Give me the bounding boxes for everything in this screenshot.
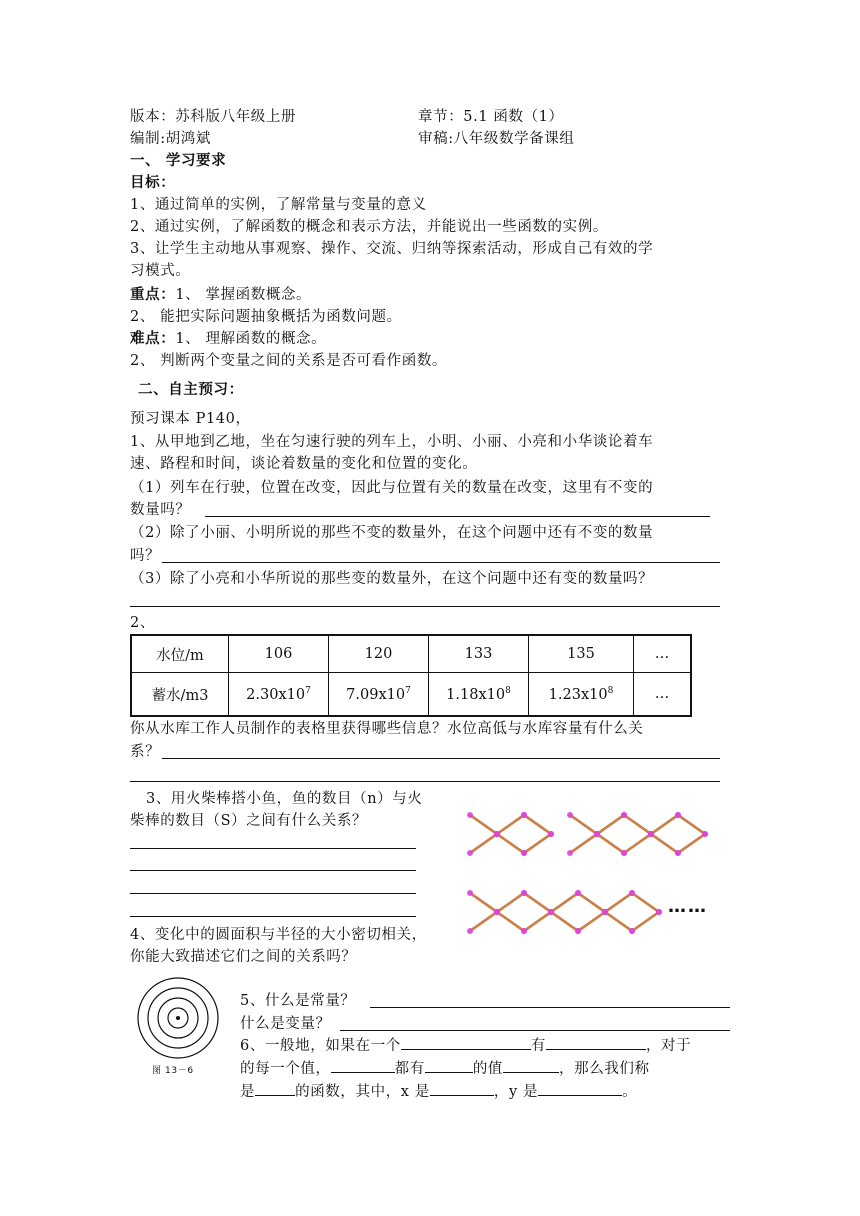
q6-line-b <box>240 1058 650 1080</box>
q3-line-b: 柴棒的数目（S）之间有什么关系？ <box>130 813 368 829</box>
table-cell: 135 <box>529 635 634 673</box>
match-head <box>567 812 573 818</box>
matchstick <box>497 815 524 834</box>
matchstick <box>578 893 605 912</box>
q5-line-b: 什么是变量？ <box>240 1016 331 1032</box>
key-label: 重点： <box>130 287 176 303</box>
match-head <box>467 890 473 896</box>
q6-line-c <box>240 1081 637 1103</box>
match-head <box>621 812 627 818</box>
version-label: 版本：苏科版八年级上册 <box>130 109 297 125</box>
matchstick <box>632 912 659 931</box>
q6-line-a <box>240 1035 691 1057</box>
table-cell: 120 <box>329 635 429 673</box>
matchstick <box>470 834 497 853</box>
difficulty-2: 2、 判断两个变量之间的关系是否可看作函数。 <box>130 353 448 369</box>
blank-field[interactable] <box>401 1035 531 1050</box>
reviewer-label: 审稿:八年级数学备课组 <box>418 131 575 147</box>
blank-field[interactable] <box>546 1035 646 1050</box>
match-head <box>467 850 473 856</box>
q1-line-a: 1、从甲地到乙地，坐在匀速行驶的列车上，小明、小丽、小亮和小华谈论着车 <box>130 434 654 450</box>
q6-text: 的函数，其中，x 是 <box>295 1084 430 1100</box>
matchstick <box>578 912 605 931</box>
answer-line[interactable] <box>130 606 720 607</box>
matchstick <box>632 893 659 912</box>
water-table <box>130 634 692 717</box>
q6-text: 的值 <box>472 1061 504 1077</box>
match-head <box>548 909 554 915</box>
match-head <box>567 850 573 856</box>
table-cell <box>429 673 529 717</box>
matchstick <box>470 912 497 931</box>
q1-1-line-b: 数量吗？ <box>130 502 191 518</box>
goal-2: 2、通过实例，了解函数的概念和表示方法，并能说出一些函数的实例。 <box>130 219 608 235</box>
answer-line[interactable] <box>162 758 720 759</box>
match-head <box>521 812 527 818</box>
answer-line[interactable] <box>162 562 720 563</box>
matchstick <box>678 815 705 834</box>
continuation-dots: …… <box>668 896 708 917</box>
matchstick <box>597 834 624 853</box>
chapter-label: 章节：5.1 函数（1） <box>418 109 564 125</box>
q2-line-a: 你从水库工作人员制作的表格里获得哪些信息？水位高低与水库容量有什么关 <box>130 721 644 737</box>
goals-label: 目标： <box>130 175 176 191</box>
q6-text: ，那么我们称 <box>559 1061 650 1077</box>
answer-line[interactable] <box>130 781 720 782</box>
figure-caption: 图 13－6 <box>152 1066 194 1076</box>
matchstick <box>497 912 524 931</box>
blank-field[interactable] <box>538 1081 622 1096</box>
q4-line-a: 4、变化中的圆面积与半径的大小密切相关， <box>130 927 427 943</box>
q5-line-a: 5、什么是常量？ <box>240 993 356 1009</box>
match-head <box>648 831 654 837</box>
goal-3-cont: 习模式。 <box>130 263 191 279</box>
match-head <box>494 909 500 915</box>
blank-field[interactable] <box>255 1081 295 1096</box>
q6-text: 是 <box>240 1084 256 1100</box>
value-exponent: 7 <box>405 685 411 696</box>
value-exponent: 8 <box>607 685 614 696</box>
matchstick <box>551 893 578 912</box>
q1-1-line-a: （1）列车在行驶，位置在改变，因此与位置有关的数量在改变，这里有不变的 <box>130 480 654 496</box>
goal-3: 3、让学生主动地从事观察、操作、交流、归纳等探索活动，形成自己有效的学 <box>130 241 654 257</box>
value-base: 1.23x10 <box>548 686 608 703</box>
match-head <box>656 909 662 915</box>
matchstick <box>624 834 651 853</box>
editor-label: 编制:胡鸿斌 <box>130 131 211 147</box>
matchstick <box>524 834 551 853</box>
difficulty-1 <box>130 328 326 350</box>
q1-2-line-a: （2）除了小丽、小明所说的那些不变的数量外，在这个问题中还有不变的数量 <box>130 525 654 541</box>
q6-text: 6、一般地，如果在一个 <box>240 1038 401 1054</box>
center-dot <box>176 1016 180 1020</box>
q1-2-line-b: 吗？ <box>130 548 161 564</box>
matchstick <box>551 912 578 931</box>
value-base: 7.09x10 <box>346 686 406 703</box>
answer-line[interactable] <box>130 893 416 894</box>
match-head <box>467 812 473 818</box>
table-row <box>131 673 691 717</box>
table-cell: … <box>634 673 692 717</box>
answer-line[interactable] <box>340 1030 730 1031</box>
table-cell <box>329 673 429 717</box>
matchstick-fish-figure <box>460 794 720 958</box>
q1-3: （3）除了小亮和小华所说的那些变的数量外，在这个问题中还有变的数量吗？ <box>130 571 654 587</box>
match-head <box>602 909 608 915</box>
answer-line[interactable] <box>130 870 416 871</box>
match-head <box>575 928 581 934</box>
value-base: 1.18x10 <box>446 686 506 703</box>
table-cell: 133 <box>429 635 529 673</box>
answer-line[interactable] <box>130 848 416 849</box>
table-header-cell: 水位/m <box>131 635 229 673</box>
matchstick <box>497 893 524 912</box>
matchstick <box>651 815 678 834</box>
table-cell <box>529 673 634 717</box>
match-head <box>594 831 600 837</box>
matchstick <box>605 893 632 912</box>
matchstick <box>624 815 651 834</box>
q2-number: 2、 <box>130 615 155 631</box>
match-head <box>702 831 708 837</box>
match-head <box>467 928 473 934</box>
q4-line-b: 你能大致描述它们之间的关系吗？ <box>130 949 357 965</box>
table-cell: … <box>634 635 692 673</box>
q6-text: ，y 是 <box>493 1084 539 1100</box>
value-exponent: 8 <box>505 685 511 696</box>
matchstick <box>570 834 597 853</box>
table-header-cell: 蓄水/m3 <box>131 673 229 717</box>
matchstick <box>524 893 551 912</box>
q1-line-b: 速、路程和时间，谈论着数量的变化和位置的变化。 <box>130 456 478 472</box>
q6-text: ，对于 <box>645 1038 692 1054</box>
matchstick <box>597 815 624 834</box>
table-cell: 106 <box>229 635 329 673</box>
key-text-1: 1、 掌握函数概念。 <box>175 287 312 303</box>
matchstick <box>651 834 678 853</box>
matchstick <box>497 834 524 853</box>
key-point-2: 2、 能把实际问题抽象概括为函数问题。 <box>130 309 402 325</box>
concentric-circles-figure <box>134 976 224 1066</box>
value-base: 2.30x10 <box>246 686 306 703</box>
match-head <box>521 850 527 856</box>
matchstick <box>524 815 551 834</box>
answer-line[interactable] <box>205 516 710 517</box>
difficulty-label: 难点： <box>130 331 176 347</box>
match-head <box>521 928 527 934</box>
matchstick <box>524 912 551 931</box>
section1-title: 一、 学习要求 <box>130 153 227 169</box>
matchstick <box>570 815 597 834</box>
match-head <box>548 831 554 837</box>
q6-text: 有 <box>530 1038 546 1054</box>
q2-line-b: 系？ <box>130 744 161 760</box>
answer-line[interactable] <box>370 1007 730 1008</box>
match-head <box>494 831 500 837</box>
q6-text: 的每一个值， <box>240 1061 331 1077</box>
table-row <box>131 635 691 673</box>
match-head <box>675 812 681 818</box>
blank-field[interactable] <box>430 1081 494 1096</box>
match-head <box>629 890 635 896</box>
matchstick <box>470 893 497 912</box>
match-head <box>675 850 681 856</box>
q6-text: 。 <box>622 1084 638 1100</box>
match-head <box>621 850 627 856</box>
match-head <box>575 890 581 896</box>
matchstick <box>470 815 497 834</box>
preview-intro: 预习课本 P140， <box>130 411 251 427</box>
goal-1: 1、通过简单的实例，了解常量与变量的意义 <box>130 197 427 213</box>
blank-field[interactable] <box>425 1058 473 1073</box>
answer-line[interactable] <box>130 916 416 917</box>
match-head <box>521 890 527 896</box>
key-point-1 <box>130 284 311 306</box>
blank-field[interactable] <box>503 1058 559 1073</box>
difficulty-text-1: 1、 理解函数的概念。 <box>175 331 327 347</box>
blank-field[interactable] <box>331 1058 395 1073</box>
section2-title: 二、自主预习： <box>138 382 244 398</box>
matchstick <box>678 834 705 853</box>
q6-text: 都有 <box>394 1061 425 1077</box>
value-exponent: 7 <box>305 685 311 696</box>
table-cell <box>229 673 329 717</box>
match-head <box>629 928 635 934</box>
q3-line-a: 3、用火柴棒搭小鱼，鱼的数目（n）与火 <box>146 791 423 807</box>
matchstick <box>605 912 632 931</box>
